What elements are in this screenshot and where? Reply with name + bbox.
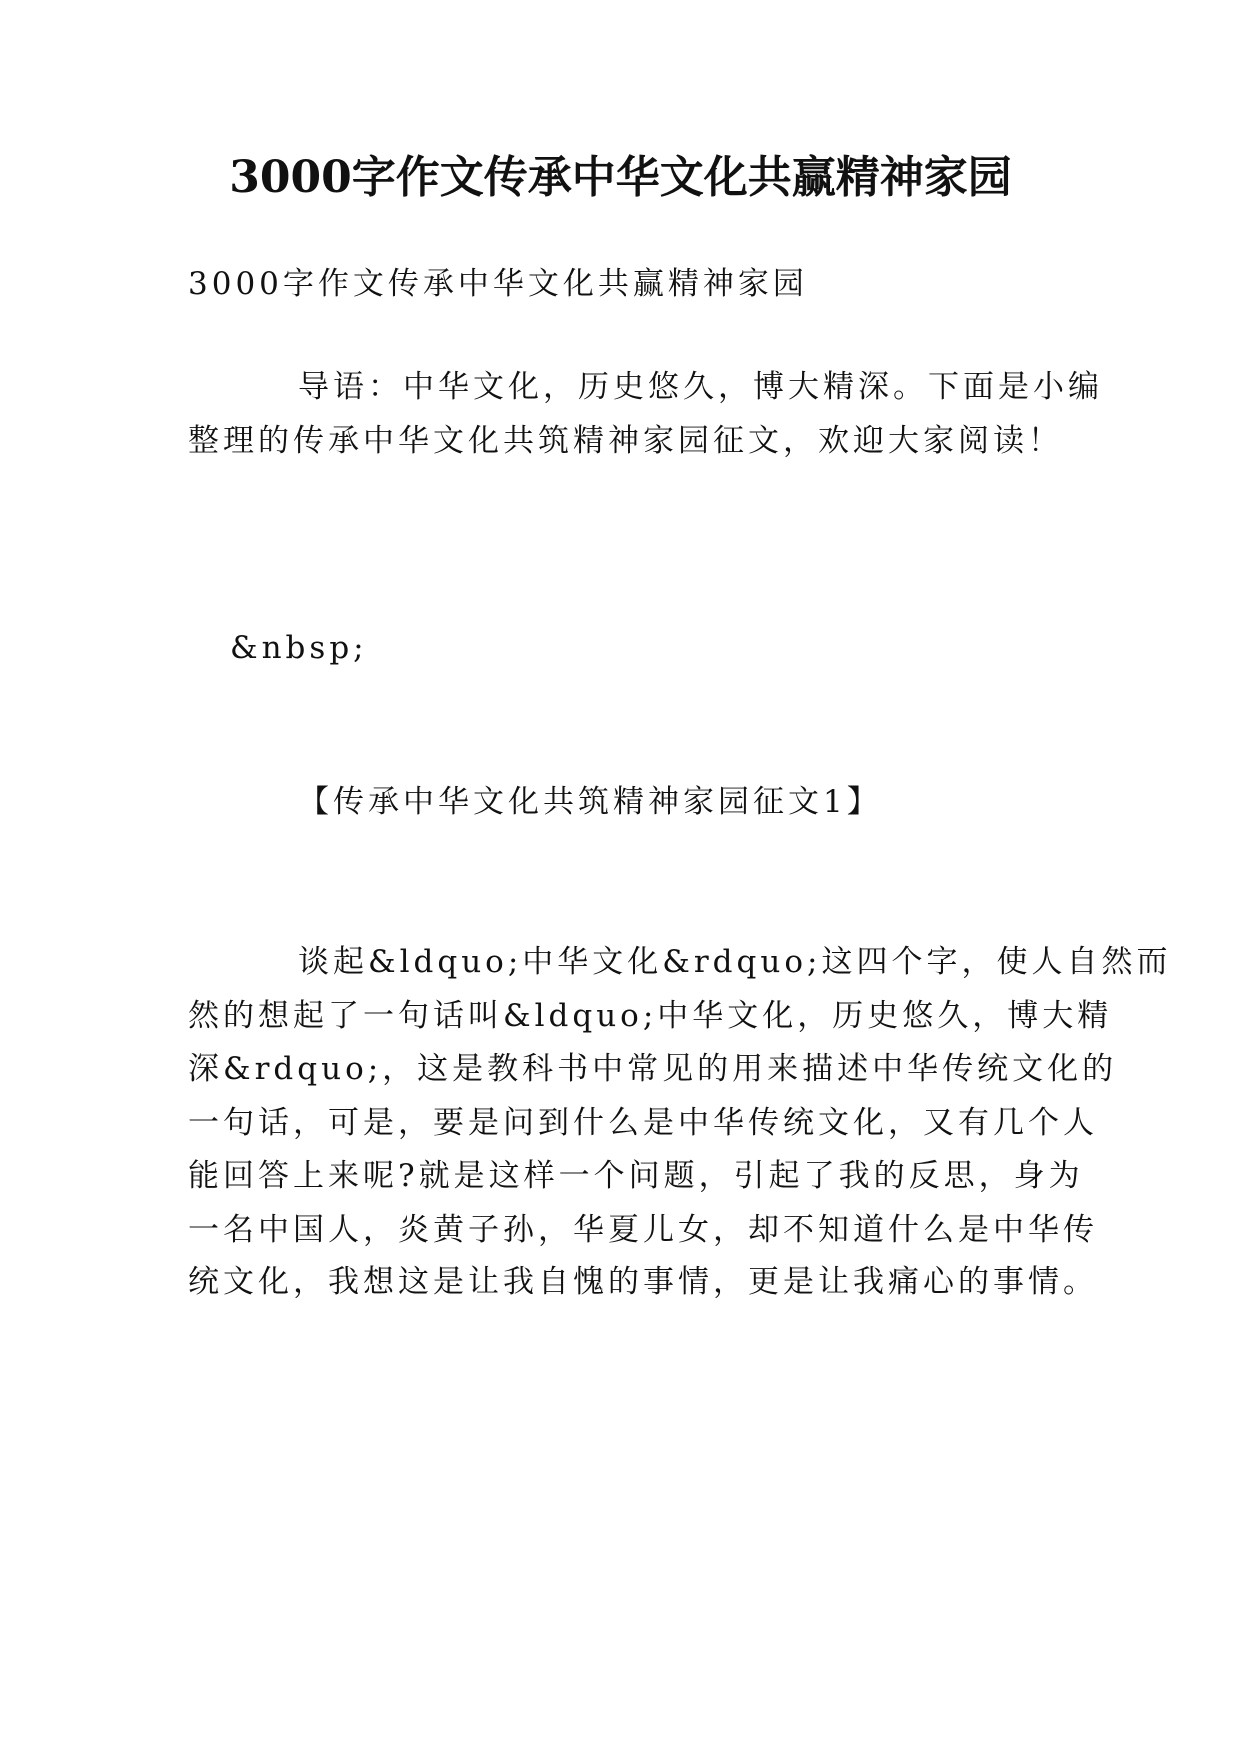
body-line-3: 深&rdquo;，这是教科书中常见的用来描述中华传统文化的 — [188, 1051, 1118, 1087]
body-line-1: 谈起&ldquo;中华文化&rdquo;这四个字，使人自然而 — [298, 944, 1172, 980]
body-line-7: 统文化，我想这是让我自愧的事情，更是让我痛心的事情。 — [188, 1264, 1098, 1300]
intro-line-2: 整理的传承中华文化共筑精神家园征文，欢迎大家阅读！ — [188, 423, 1063, 459]
document-title: 3000字作文传承中华文化共赢精神家园 — [229, 152, 1012, 203]
body-line-6: 一名中国人，炎黄子孙，华夏儿女，却不知道什么是中华传 — [188, 1212, 1098, 1248]
body-line-5: 能回答上来呢?就是这样一个问题，引起了我的反思，身为 — [188, 1158, 1084, 1194]
body-line-4: 一句话，可是，要是问到什么是中华传统文化，又有几个人 — [188, 1105, 1098, 1141]
subtitle-line: 3000字作文传承中华文化共赢精神家园 — [188, 266, 808, 302]
intro-line-1: 导语：中华文化，历史悠久，博大精深。下面是小编 — [298, 369, 1103, 405]
section-heading: 【传承中华文化共筑精神家园征文1】 — [298, 784, 882, 820]
body-line-2: 然的想起了一句话叫&ldquo;中华文化，历史悠久，博大精 — [188, 998, 1113, 1034]
nbsp-entity-line: &nbsp; — [230, 630, 368, 666]
